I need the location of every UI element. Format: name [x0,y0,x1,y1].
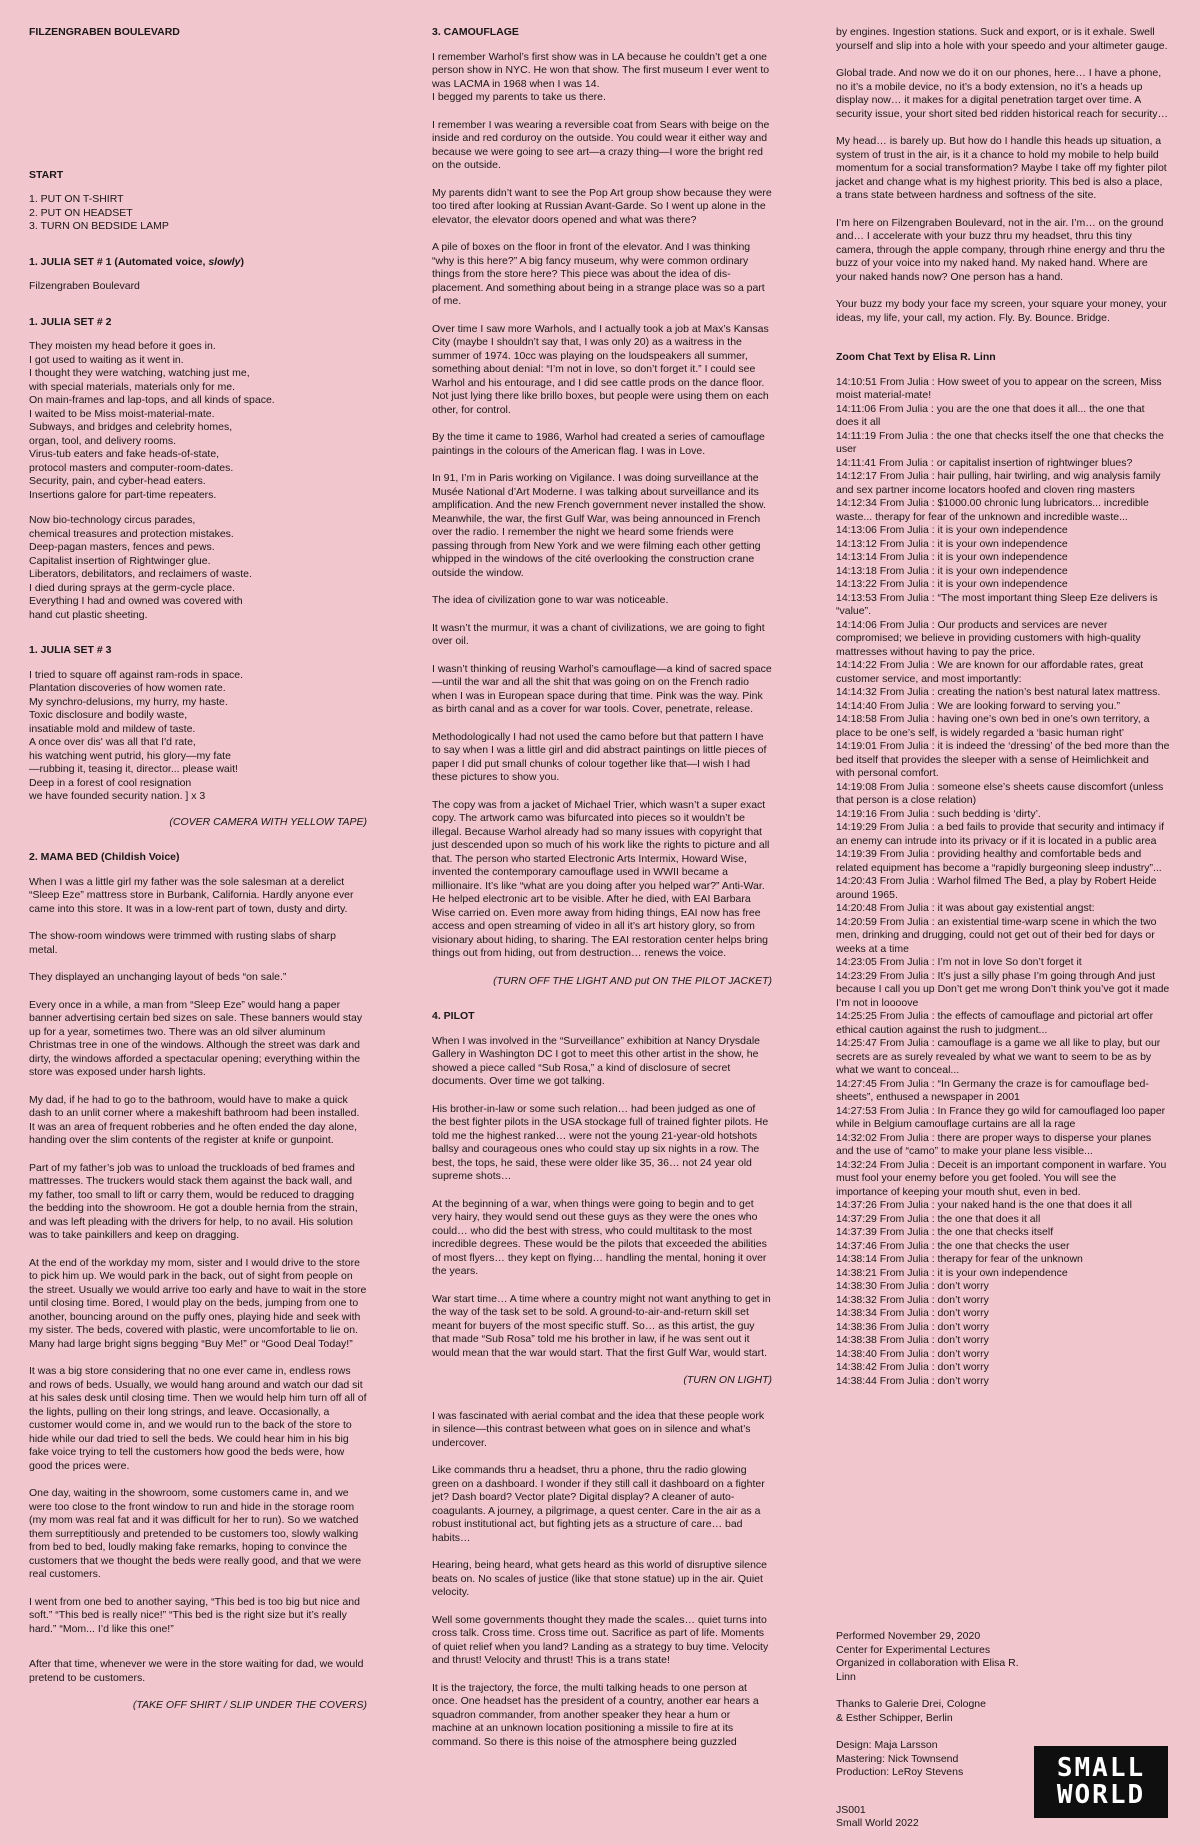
chat-message: 14:27:53 From Julia : In France they go wild for camouflaged loo paper while in Belgium camouflage curtains are all la rage [836,1104,1166,1130]
chat-message: 14:37:29 From Julia : the one that does it all [836,1212,1041,1225]
paragraph: My dad, if he had to go to the bathroom, would have to make a quick dash to an unlit corner where a makeshift bathroom had been installed. It was an area of frequent robberies and he often ended the day alone, handing over the slim contents of the register at knife or gunpoint. [29,1093,360,1146]
chat-message: 14:18:58 From Julia : having one’s own bed in one’s own territory, a place to be one’s self, is widely regarded a ‘basic human right’ [836,713,1150,739]
chat-message: 14:37:46 From Julia : the one that checks the user [836,1239,1070,1252]
chat-message: 14:38:14 From Julia : therapy for fear of the unknown [836,1253,1083,1265]
chat-message: 14:13:06 From Julia : it is your own independence [836,524,1068,536]
chat-message: 14:38:30 From Julia : don’t worry [836,1280,989,1292]
start-step: 2. PUT ON HEADSET [29,206,133,219]
stage-direction: (TAKE OFF SHIRT / SLIP UNDER THE COVERS) [132,1699,367,1711]
chat-message: 14:13:22 From Julia : it is your own independence [836,578,1068,590]
thanks-credit: Thanks to Galerie Drei, Cologne & Esther Schipper, Berlin [836,1698,986,1724]
logo-line: SMALL [1056,1753,1146,1783]
paragraph: The copy was from a jacket of Michael Trier, which wasn’t a super exact copy. The artwork camo was bifurcated into pieces so it wouldn’t be illegal. Because Warhol already had so many issues with copyright that just descended upon so much of his work like the rights to picture and all that. The person who started Electronic Arts Intermix, Howard Wise, invented the contemporary camouflage used in WWII became a millionaire. It’s like “what are you doing after you helped war?” Anti-War. He helped electronic art to be visible. After he died, with EAI Barbara Wise carried on. Even more away from hiding things, EAI now has free access and open streaming of video in all it’s art history glory, so from visionary about hiding, to sharing. The EAI restoration center helps bring things out from hiding, out from destruction… renews the voice. [432,798,770,959]
chat-message: 14:25:47 From Julia : camouflage is a game we all like to play, but our secrets are as surely revealed by what we want to seem to be as by what we want to conceal... [836,1037,1161,1076]
chat-message: 14:14:06 From Julia : Our products and services are never compromised; we believe in providing customers with high-quality mattresses without having to pay the price. [836,618,1141,658]
chat-message: 14:14:40 From Julia : We are looking forward to serving you.” [836,699,1121,712]
chat-message: 14:38:44 From Julia : don’t worry [836,1374,989,1387]
paragraph: I went from one bed to another saying, “This bed is too big but nice and soft.” “This bed is really nice!” “This bed is the right size but it’s really hard.” “Mom... I’d like this one!” [29,1595,360,1635]
chat-message: 14:11:19 From Julia : the one that checks itself the one that checks the user [836,429,1164,455]
chat-message: 14:12:34 From Julia : $1000.00 chronic lung lubricators... incredible waste... therapy for fear of the unknown and incredible waste... [836,497,1149,523]
paragraph: My parents didn’t want to see the Pop Art group show because they were too tired after looking at Russian Avant-Garde. So I went up alone in the elevator, the elevator doors opened and what was there? [432,186,772,226]
chat-message: 14:20:59 From Julia : an existential time-warp scene in which the two men, drinking and drugging, could not get out of their bed for days or weeks at a time [836,915,1157,955]
column-left [29,26,367,1735]
paragraph: Over time I saw more Warhols, and I actually took a job at Max’s Kansas City (maybe I shouldn’t say that, I was only 20) as a waitress in the summer of 1974. 10cc was playing on the loudspeakers all summer, something about denial: “I’m not in love, so don’t forget it.” I could see Warhol and his entourage, and I did see cattle prods on the dance floor. Not just lying there like brillo boxes, but people were using them on each other, for control. [432,322,769,416]
paragraph: It was a big store considering that no one ever came in, endless rows and rows of beds. Usually, we would hang around and watch our dad sit at his sales desk until closing time. Then we would help him turn off all of the lights, pulling on their long strings, and leave. Occasionally, a customer would come in, and we would run to the back of the store to hide while our dad tried to sell the beds. We could hear him in his big fake voice trying to tell the customers how good the beds were, how good the prices were. [29,1365,367,1472]
small-world-logo [1034,1746,1168,1818]
chat-message: 14:27:45 From Julia : “In Germany the craze is for camouflage bed-sheets”, enthused a newspaper in 2001 [836,1077,1149,1103]
stage-direction: (TURN ON LIGHT) [683,1374,772,1386]
chat-message: 14:14:22 From Julia : We are known for our affordable rates, great customer service, and most importantly: [836,659,1144,685]
chat-message: 14:19:01 From Julia : it is indeed the ‘dressing’ of the bed more than the bed itself that provides the sleeper with a sense of Heimlichkeit and with personal comfort. [836,740,1170,779]
chat-message: 14:14:32 From Julia : creating the nation’s best natural latex mattress. [836,686,1161,698]
column-middle [432,26,772,1763]
camouflage-heading: 3. CAMOUFLAGE [432,26,519,38]
performance-credit: Performed November 29, 2020 Center for Experimental Lectures Organized in collaboration with Elisa R. Linn [836,1630,1019,1683]
mama-bed-heading: 2. MAMA BED (Childish Voice) [29,851,180,863]
chat-message: 14:19:08 From Julia : someone else’s sheets cause discomfort (unless that person is a close relation) [836,780,1164,806]
paragraph: In 91, I’m in Paris working on Vigilance. I was doing surveillance at the Musée National d’Art Moderne. I was talking about surveillance and its amplification. And the new French government never installed the show. Meanwhile, the war, the first Gulf War, was being announced in French over the radio. I remember the night we heard some friends were passing through from New York and we were filming each other getting whipped in the windows of the cité overlooking the construction crane outside the window. [432,472,766,579]
chat-message: 14:19:29 From Julia : a bed fails to provide that security and intimacy if an enemy can intrude into its privacy or if it is located in a public area [836,821,1164,847]
paragraph: My head… is barely up. But how do I handle this heads up situation, a system of trust in the air, is it a chance to hold my mobile to help build momentum for a social transformation? Maybe I take off my fighter pilot jacket and change what is my highest priority. This bed is also a place, a trans state between hardness and softness of the site. [836,135,1167,201]
start-step: 3. TURN ON BEDSIDE LAMP [29,220,169,232]
paragraph: I was fascinated with aerial combat and the idea that these people work in silence—this contrast between what goes on in silence and what’s undercover. [432,1409,765,1449]
colophon [836,1630,1036,1845]
chat-message: 14:13:12 From Julia : it is your own independence [836,537,1068,550]
start-step: 1. PUT ON T-SHIRT [29,193,124,205]
paragraph: After that time, whenever we were in the store waiting for dad, we would pretend to be customers. [29,1658,364,1684]
paragraph: When I was involved in the “Surveillance” exhibition at Nancy Drysdale Gallery in Washington DC I got to meet this other artist in the show, he showed a piece called “Sub Rosa,” a kind of disclosure of secret documents. Over time we got talking. [432,1034,760,1087]
julia-set-2-stanza: They moisten my head before it goes in. I got used to waiting as it went in. I thought they were watching, watching just me, with special materials, materials only for me. On main-frames and lap-tops, and all kinds of space. I waited to be Miss moist-material-mate. Subways, and bridges and celebrity homes, organ, tool, and delivery rooms. Virus-tub eaters and fake heads-of-state, protocol masters and computer-room-dates. Security, pain, and cyber-head eaters. Insertions galore for part-time repeaters. [29,340,275,501]
chat-message: 14:10:51 From Julia : How sweet of you to appear on the screen, Miss moist material-mate! [836,375,1162,401]
chat-message: 14:38:34 From Julia : don’t worry [836,1307,989,1319]
chat-message: 14:38:40 From Julia : don’t worry [836,1347,989,1360]
chat-heading: Zoom Chat Text by Elisa R. Linn [836,351,996,363]
chat-message: 14:37:26 From Julia : your naked hand is the one that does it all [836,1199,1132,1211]
chat-message: 14:20:43 From Julia : Warhol filmed The Bed, a play by Robert Heide around 1965. [836,875,1157,901]
production-credits: Design: Maja Larsson Mastering: Nick Townsend Production: LeRoy Stevens [836,1739,964,1778]
paragraph: It is the trajectory, the force, the multi talking heads to one person at once. One headset has the president of a country, another ear hears a squadron commander, from another speaker they hear a hum or machine at an unknown location positioning a missile to fire at its command. So there is this noise of the atmosphere being guzzled [432,1681,759,1748]
paragraph: Hearing, being heard, what gets heard as this world of disruptive silence beats on. No scales of justice (like that stone statue) up in the air. Quiet velocity. [432,1559,768,1598]
chat-message: 14:11:41 From Julia : or capitalist insertion of rightwinger blues? [836,456,1133,469]
paragraph: At the beginning of a war, when things were going to begin and to get very hairy, they would send out these guys as they were the ones who could… who did the best with stress, who could multitask to the most incredible degrees. These would be the pilots that exceeded the abilities of most flyers… they kept on flying… handling the mental, honing it over the years. [432,1197,767,1277]
paragraph: I’m here on Filzengraben Boulevard, not in the air. I’m… on the ground and… I accelerate with your buzz thru my headset, thru this tiny camera, through the apple company, through rhine energy and thru the buzz of your voice into my naked hand. My naked hand. Where are your naked hands now? One person has a hand. [836,216,1166,283]
chat-message: 14:38:42 From Julia : don’t worry [836,1361,989,1373]
paragraph: The show-room windows were trimmed with rusting slabs of sharp metal. [29,930,336,956]
chat-message: 14:23:05 From Julia : I’m not in love So don’t forget it [836,956,1082,968]
julia-set-2-stanza: Now bio-technology circus parades, chemical treasures and protection mistakes. Deep-pagan masters, fences and pews. Capitalist insertion of Rightwinger glue. Liberators, debilitators, and reclaimers of waste. I died during sprays at the germ-cycle place. Everything I had and owned was covered with hand cut plastic sheeting. [29,514,252,621]
chat-message: 14:32:24 From Julia : Deceit is an important component in warfare. You must fool your enemy before you get fooled. You will see the importance of keeping your mouth shut, even in bed. [836,1158,1167,1198]
chat-message: 14:37:39 From Julia : the one that checks itself [836,1226,1054,1238]
chat-message: 14:13:14 From Julia : it is your own independence [836,551,1068,563]
paragraph: Global trade. And now we do it on our phones, here… I have a phone, no it’s a mobile device, no it’s a body extension, no it’s a heads up display now… it makes for a digital penetration target over time. A security issue, your short sited bed ridden historical reach for security… [836,67,1169,120]
start-steps [29,193,367,234]
chat-message: 14:13:18 From Julia : it is your own independence [836,564,1068,577]
paragraph: His brother-in-law or some such relation… had been judged as one of the best fighter pilots in the USA stockage full of trained fighter pilots. He told me the highest ranked… were not the young 21-year-old hotshots ballsy and courageous ones who could stay up six nights in a row. The best, the tops, he said, these were older like 35, 36… not 24 year old supreme shots… [432,1102,769,1182]
chat-message: 14:12:17 From Julia : hair pulling, hair twirling, and wig analysis family and sex partner income locators hoofed and cloven ring masters [836,470,1161,496]
paragraph: I wasn’t thinking of reusing Warhol’s camouflage—a kind of sacred space—until the war and all the shit that was going on on the French radio when I was in European space during that time. Pink was the way. Pink as birth canal and as a cover for war tools. Cover, penetrate, release. [432,662,772,715]
stage-direction: (TURN OFF THE LIGHT AND put ON THE PILOT JACKET) [493,974,772,987]
paragraph: Your buzz my body your face my screen, your square your money, your ideas, my life, your call, my action. Fly. By. Bounce. Bridge. [836,298,1167,324]
chat-message: 14:13:53 From Julia : “The most important thing Sleep Eze delivers is “value”. [836,591,1158,617]
julia-set-3-heading: 1. JULIA SET # 3 [29,644,112,656]
paragraph: At the end of the workday my mom, sister and I would drive to the store to pick him up. We would park in the back, out of sight from people on the street. Usually we would arrive too early and have to wait in the store until closing time. Bored, I would play on the beds, jumping from one to another, bouncing around on the puffy ones, playing hide and seek with my sister. The beds, covered with plastic, were uncomfortable to lie on. Many had large bright signs begging “Buy Me!” or “Good Deal Today!” [29,1256,367,1350]
paragraph: Methodologically I had not used the camo before but that pattern I have to say when I was a little girl and did abstract paintings on little pieces of paper I did put small chunks of colour together like that—I wish I had these pictures to show you. [432,730,767,783]
paragraph: When I was a little girl my father was the sole salesman at a derelict “Sleep Eze” mattress store in Burbank, California. Hardly anyone ever came into this store. It was in a low-rent part of town, dusty and dirty. [29,875,354,915]
paragraph: The idea of civilization gone to war was noticeable. [432,594,669,606]
paragraph: Like commands thru a headset, thru a phone, thru the radio glowing green on a dashboard. I wonder if they still call it dashboard on a fighter jet? Dash board? Vector plate? Digital display? A cleaner of auto-coagulants. A journey, a pilgrimage, a quest center. Care in the air as a robust institutional act, but fighting jets as a structure of care… bad habits… [432,1464,765,1544]
start-heading: START [29,168,64,181]
paragraph: Part of my father’s job was to unload the truckloads of bed frames and mattresses. The truckers would stack them against the back wall, and my father, too small to lift or carry them, would be reduced to dragging the bedding into the showroom. He got a double hernia from the strain, and was left pleading with the drivers for help, to no avail. His solution was to take painkillers and keep on dragging. [29,1161,358,1241]
paragraph: Well some governments thought they made the scales… quiet turns into cross talk. Cross time. Cross time out. Sacrifice as part of life. Moments of quiet relief when you land? Landing as a strategy to buy time. Velocity and thrust! Velocity and thrust! This is a trans state! [432,1613,769,1666]
document-title: FILZENGRABEN BOULEVARD [29,26,180,38]
logo-line: WORLD [1056,1780,1146,1810]
chat-message: 14:32:02 From Julia : there are proper ways to disperse your planes and the use of “camo” to make your plane less visible... [836,1131,1152,1157]
chat-message: 14:11:06 From Julia : you are the one that does it all... the one that does it all [836,402,1145,428]
chat-message: 14:25:25 From Julia : the effects of camouflage and pictorial art offer ethical caution against the rush to judgment... [836,1010,1154,1036]
paragraph: One day, waiting in the showroom, some customers came in, and we were too close to the front window to run and hide in the storage room (my mom was real fat and it was difficult for her to run). So we watched them surreptitiously and pretended to be customers too, slowly walking from bed to bed, loudly making fake remarks, hoping to convince the customers that we thought the beds were really good, and that we were real customers. [29,1487,362,1580]
paragraph: by engines. Ingestion stations. Suck and export, or is it exhale. Swell yourself and slip into a hole with your speedo and your altimeter gauge. [836,26,1168,52]
stage-direction: (COVER CAMERA WITH YELLOW TAPE) [169,815,367,828]
pilot-heading: 4. PILOT [432,1010,475,1022]
chat-message: 14:38:36 From Julia : don’t worry [836,1320,989,1333]
paragraph: I remember Warhol’s first show was in LA because he couldn’t get a one person show in NYC. He won that show. The first museum I ever went to was LACMA in 1968 when I was 14. I begged my parents to take us there. [432,50,770,103]
julia-set-1-heading: 1. JULIA SET # 1 (Automated voice, slowly) [29,255,244,268]
paragraph: I remember I was wearing a reversible coat from Sears with beige on the inside and red corduroy on the outside. You could wear it either way and because we were going to see art—a crazy thing—I wore the bright red on the outside. [432,118,770,171]
column-right [836,26,1170,1388]
chat-message: 14:38:38 From Julia : don’t worry [836,1334,989,1346]
paragraph: It wasn’t the murmur, it was a chant of civilizations, we are going to fight over oil. [432,621,765,647]
catalog-number: JS001 Small World 2022 [836,1803,919,1829]
paragraph: A pile of boxes on the floor in front of the elevator. And I was thinking “why is this here?” A big fancy museum, why were common ordinary things from the store here? This piece was about the idea of dis-placement. And something about being in a strange place was so a part of me. [432,241,765,307]
julia-set-1-text: Filzengraben Boulevard [29,280,140,292]
paragraph: Every once in a while, a man from “Sleep Eze” would hang a paper banner advertising certain bed sizes on sale. These banners would stay up for a year, sometimes two. There was an old silver aluminum Christmas tree in one of the windows. Although the street was dark and dirty, the windows afforded a spectacular opening; everything within the store was exposed under harsh lights. [29,998,363,1078]
chat-log [836,376,1170,1389]
chat-message: 14:19:16 From Julia : such bedding is ‘dirty’. [836,807,1041,820]
paragraph: War start time… A time where a country might not want anything to get in the way of the task set to be sold. A ground-to-air-and-return skill set meant for buyers of the most specific stuff. So… as this artist, the guy that made “Sub Rosa” told me his brother in law, if he was sent out it would mean that the war would start. That the first Gulf War, would start. [432,1292,771,1359]
julia-set-3-stanza: I tried to square off against ram-rods in space. Plantation discoveries of how women rate. My synchro-delusions, my hurry, my haste. Toxic disclosure and bodily waste, insatiable mold and mildew of taste. A once over dis' was all that I'd rate, his watching went putrid, his glory—my fate —rubbing it, teasing it, director... please wait! Deep in a forest of cool resignation we have founded security nation. ] x 3 [29,668,243,802]
chat-message: 14:38:32 From Julia : don’t worry [836,1293,989,1306]
paragraph: They displayed an unchanging layout of beds “on sale.” [29,971,287,983]
chat-message: 14:20:48 From Julia : it was about gay existential angst: [836,902,1095,914]
julia-set-2-heading: 1. JULIA SET # 2 [29,315,112,328]
chat-message: 14:38:21 From Julia : it is your own independence [836,1266,1068,1279]
chat-message: 14:19:39 From Julia : providing healthy and comfortable beds and related equipment has become a “rapidly burgeoning sleep industry”... [836,848,1162,874]
paragraph: By the time it came to 1986, Warhol had created a series of camouflage paintings in the colours of the American flag. I was in Love. [432,431,765,457]
chat-message: 14:23:29 From Julia : It’s just a silly phase I’m going through And just because I call you up Don’t get me wrong Don’t think you’ve got it made I’m not in loooove [836,969,1170,1009]
